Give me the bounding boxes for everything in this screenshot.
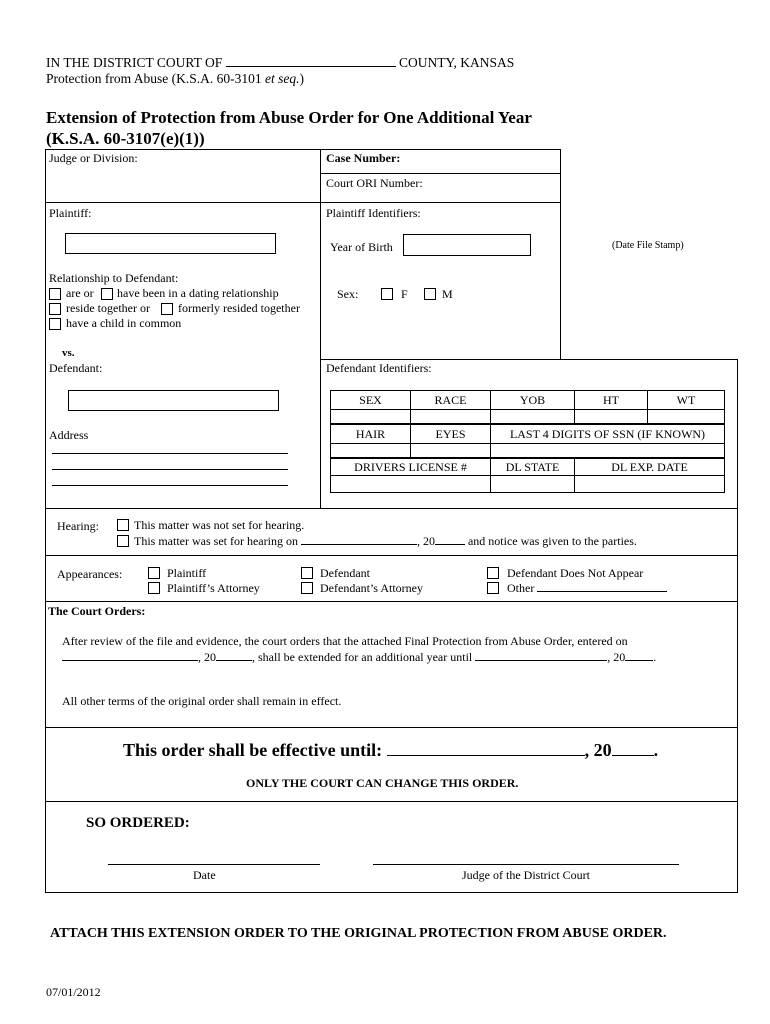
effective-end: . — [653, 740, 659, 760]
judge-division-label: Judge or Division: — [49, 151, 138, 165]
address-line-2[interactable] — [52, 469, 288, 470]
court-orders-para1-line1: After review of the file and evidence, the court orders that the attached Final Protection from Abuse Order, entered on — [62, 634, 628, 648]
cell-ht[interactable] — [574, 409, 648, 424]
other-checkbox[interactable] — [487, 582, 499, 594]
statute-line — [46, 71, 304, 87]
header-dl-exp-date: DL EXP. DATE — [574, 458, 725, 476]
year-of-birth-field[interactable] — [403, 234, 531, 256]
other-label: Other — [507, 581, 535, 595]
are-or-label: are or — [66, 286, 94, 300]
until-date-blank[interactable] — [475, 650, 607, 661]
hline-case-number — [320, 173, 561, 174]
attach-instruction: ATTACH THIS EXTENSION ORDER TO THE ORIGINAL PROTECTION FROM ABUSE ORDER. — [50, 926, 667, 941]
effective-date-blank[interactable] — [387, 741, 585, 756]
hline-effective — [45, 727, 738, 728]
defendant-appearance-label: Defendant — [320, 566, 370, 580]
court-orders-para2: All other terms of the original order shall remain in effect. — [62, 694, 342, 708]
vs-label: vs. — [62, 347, 75, 359]
plaintiff-appearance-checkbox[interactable] — [148, 567, 160, 579]
frame-right — [737, 359, 738, 893]
reside-together-checkbox[interactable] — [49, 303, 61, 315]
hline-so-ordered — [45, 801, 738, 802]
court-heading — [46, 54, 514, 71]
appearances-label: Appearances: — [57, 567, 123, 581]
header-drivers-license: DRIVERS LICENSE # — [330, 458, 491, 476]
hearing-year-blank[interactable] — [435, 534, 465, 545]
plaintiff-label: Plaintiff: — [49, 206, 92, 220]
hline-court-orders — [45, 601, 738, 602]
hline-appearances — [45, 555, 738, 556]
court-orders-heading: The Court Orders: — [48, 604, 146, 618]
court-prefix: IN THE DISTRICT COURT OF — [46, 55, 223, 70]
para1-end: . — [653, 650, 657, 664]
effective-line — [123, 740, 658, 761]
hline-defendant-ids — [320, 359, 738, 360]
defendant-not-appear-label: Defendant Does Not Appear — [507, 566, 644, 580]
not-set-label: This matter was not set for hearing. — [134, 518, 305, 532]
defendants-attorney-checkbox[interactable] — [301, 582, 313, 594]
until-year-blank[interactable] — [625, 650, 653, 661]
cell-ssn[interactable] — [490, 443, 725, 458]
cell-race[interactable] — [410, 409, 491, 424]
court-orders-para1-line2 — [62, 650, 656, 665]
header-dl-state: DL STATE — [490, 458, 575, 476]
header-yob: YOB — [490, 390, 575, 410]
cell-hair[interactable] — [330, 443, 411, 458]
address-line-3[interactable] — [52, 485, 288, 486]
relationship-label: Relationship to Defendant: — [49, 271, 179, 285]
case-number-label: Case Number: — [326, 151, 401, 165]
cell-wt[interactable] — [647, 409, 725, 424]
judge-caption: Judge of the District Court — [462, 868, 590, 882]
dating-label: have been in a dating relationship — [117, 286, 279, 300]
hline-plaintiff — [45, 202, 561, 203]
hearing-date-blank[interactable] — [301, 534, 417, 545]
para1-mid3: , 20 — [607, 650, 626, 664]
sex-m-label: M — [442, 287, 453, 301]
et-seq-text: et seq. — [264, 71, 300, 86]
cell-drivers-license[interactable] — [330, 475, 491, 493]
dating-checkbox[interactable] — [101, 288, 113, 300]
hline-top — [45, 149, 561, 150]
statute-text: Protection from Abuse (K.S.A. 60-3101 — [46, 71, 265, 86]
so-ordered-label: SO ORDERED: — [86, 815, 190, 831]
date-caption: Date — [193, 868, 216, 882]
sex-m-checkbox[interactable] — [424, 288, 436, 300]
are-or-checkbox[interactable] — [49, 288, 61, 300]
header-ht: HT — [574, 390, 648, 410]
court-suffix: COUNTY, KANSAS — [398, 55, 515, 70]
date-file-stamp: (Date File Stamp) — [612, 240, 684, 251]
hline-bottom — [45, 892, 738, 893]
form-title-line1: Extension of Protection from Abuse Order for One Additional Year — [46, 108, 532, 127]
close-paren: ) — [299, 71, 304, 86]
entered-year-blank[interactable] — [216, 650, 252, 661]
form-title-line2: (K.S.A. 60-3107(e)(1)) — [46, 129, 205, 148]
court-ori-label: Court ORI Number: — [326, 176, 423, 190]
entered-date-blank[interactable] — [62, 650, 198, 661]
formerly-resided-checkbox[interactable] — [161, 303, 173, 315]
form-date: 07/01/2012 — [46, 985, 101, 999]
plaintiffs-attorney-checkbox[interactable] — [148, 582, 160, 594]
set-prefix: This matter was set for hearing on — [134, 534, 298, 548]
child-in-common-label: have a child in common — [66, 316, 182, 330]
para1-mid2: , shall be extended for an additional year until — [252, 650, 473, 664]
header-sex: SEX — [330, 390, 411, 410]
cell-yob[interactable] — [490, 409, 575, 424]
cell-dl-state[interactable] — [490, 475, 575, 493]
header-ssn: LAST 4 DIGITS OF SSN (IF KNOWN) — [490, 424, 725, 444]
cell-eyes[interactable] — [410, 443, 491, 458]
hearing-label: Hearing: — [57, 519, 99, 533]
para1-mid1: , 20 — [198, 650, 216, 664]
hline-hearing — [45, 508, 738, 509]
cell-dl-exp-date[interactable] — [574, 475, 725, 493]
effective-text: This order shall be effective until: — [123, 740, 383, 760]
defendant-label: Defendant: — [49, 361, 103, 375]
defendant-identifiers-label: Defendant Identifiers: — [326, 361, 432, 375]
header-race: RACE — [410, 390, 491, 410]
effective-mid: , 20 — [584, 740, 612, 760]
formerly-resided-label: formerly resided together — [178, 301, 300, 315]
only-court-notice: ONLY THE COURT CAN CHANGE THIS ORDER. — [246, 776, 519, 790]
defendant-appearance-checkbox[interactable] — [301, 567, 313, 579]
judge-signature-line[interactable] — [373, 864, 679, 865]
child-in-common-checkbox[interactable] — [49, 318, 61, 330]
plaintiffs-attorney-label: Plaintiff’s Attorney — [167, 581, 260, 595]
set-for-hearing-checkbox[interactable] — [117, 535, 129, 547]
county-blank[interactable] — [226, 54, 396, 67]
plaintiff-identifiers-label: Plaintiff Identifiers: — [326, 206, 421, 220]
header-wt: WT — [647, 390, 725, 410]
sex-label: Sex: — [337, 287, 359, 301]
defendant-name-field[interactable] — [68, 390, 279, 411]
case-box-right — [560, 149, 561, 359]
effective-year-blank[interactable] — [612, 741, 654, 756]
set-for-hearing-line — [134, 534, 637, 549]
plaintiff-appearance-label: Plaintiff — [167, 566, 207, 580]
plaintiff-name-field[interactable] — [65, 233, 276, 254]
frame-left — [45, 149, 46, 893]
defendants-attorney-label: Defendant’s Attorney — [320, 581, 423, 595]
set-mid: , 20 — [416, 534, 435, 548]
sex-f-checkbox[interactable] — [381, 288, 393, 300]
other-blank[interactable] — [537, 581, 667, 592]
address-label: Address — [49, 428, 89, 442]
address-line-1[interactable] — [52, 453, 288, 454]
header-hair: HAIR — [330, 424, 411, 444]
sex-f-label: F — [401, 287, 408, 301]
defendant-not-appear-checkbox[interactable] — [487, 567, 499, 579]
other-line — [507, 581, 667, 596]
reside-together-label: reside together or — [66, 301, 150, 315]
set-suffix: and notice was given to the parties. — [467, 534, 637, 548]
date-signature-line[interactable] — [108, 864, 320, 865]
year-of-birth-label: Year of Birth — [330, 240, 393, 254]
not-set-checkbox[interactable] — [117, 519, 129, 531]
cell-sex[interactable] — [330, 409, 411, 424]
header-eyes: EYES — [410, 424, 491, 444]
